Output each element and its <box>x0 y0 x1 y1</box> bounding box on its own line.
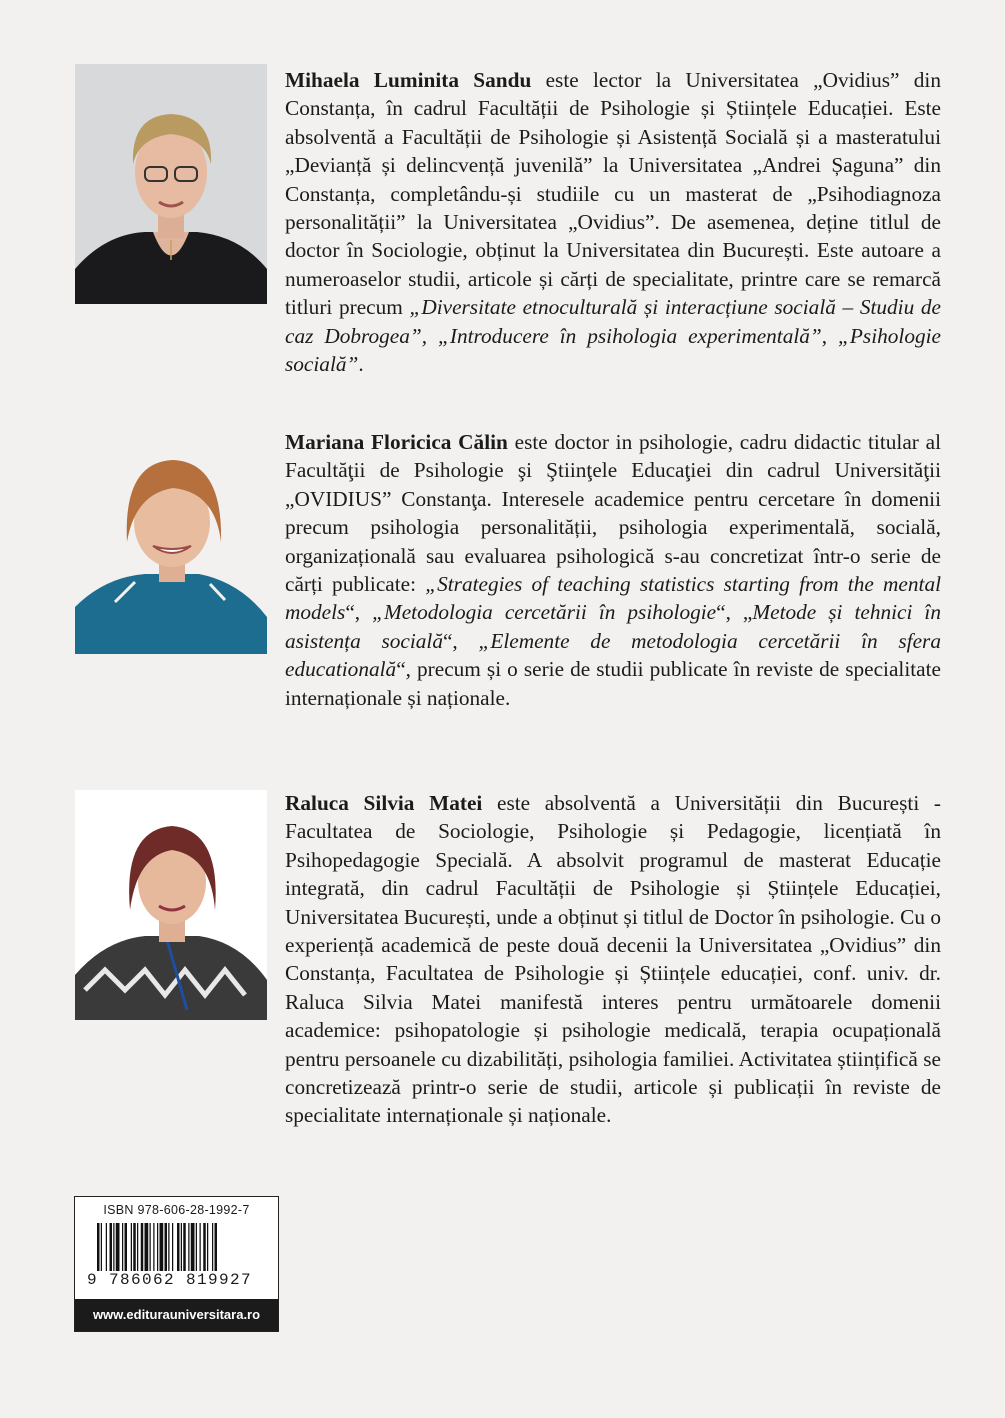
bio-text: este absolventă a Universității din București - Facultatea de Sociologie, Psihologie și Pedagogie, licențiată în Psihopedagogie Specială. A absolvit programul de masterat Educație integrată, din cadrul Facultății de Psihologie și Științele Educației, Universitatea București, unde a obținut și titlul de Doctor în psihologie. Cu o experiență academică de peste două decenii la Universitatea „Ovidius” din Constanța, Facultatea de Psihologie și Științele educației, conf. univ. dr. Raluca Silvia Matei manifestă interes pentru următoarele domenii academice: psihopatologie și psihologie medicală, terapia ocupațională pentru persoanele cu dizabilități, psihologia familiei. Activitatea științifică se concretizează printr-o serie de studii, articole și publicații în reviste de specialitate internaționale și naționale. <box>285 791 941 1128</box>
barcode-icon <box>97 1223 257 1273</box>
bio-text: „Strategies of teaching statistics starting from the mental models <box>285 572 942 625</box>
author-name: Mariana Floricica Călin <box>285 430 508 454</box>
bio-text: “, precum și o serie de studii publicate în reviste de specialitate internaționale și naționale. <box>285 657 941 710</box>
bio-text: este lector la Universitatea „Ovidius” din Constanța, în cadrul Facultății de Psihologie și Științele Educației. Este absolventă a Facultății de Psihologie și Asistență Socială și a masteratului „Devianță și delincvență juvenilă” la Universitatea „Andrei Șaguna” din Constanța, completându-și studiile cu un masterat de „Psihodiagnoza personalității” la Universitatea „Ovidius”. De asemenea, deține titlul de doctor în Sociologie, obținut la Universitatea din București. Este autoare a numeroaselor studii, articole și cărți de specialitate, printre care se remarcă titluri precum <box>285 68 941 320</box>
author-bio <box>285 428 941 712</box>
bio-text: „Psihologie socială” <box>285 323 941 377</box>
bio-text: , <box>821 323 839 348</box>
bio-text: este doctor in psihologie, cadru didactic titular al Facultăţii de Psihologie şi Ştiinţele Educaţiei din cadrul Universităţii „OVIDIUS” Constanţa. Interesele academice pentru cercetare în domenii precum psihologia personalității, psihologia experimentală, socială, organizațională sau evaluarea psihologică s-au concretizat într-o serie de cărți publicate: <box>285 430 941 597</box>
bio-text: „Metodologia cercetării în psihologie <box>372 600 717 625</box>
bio-text: “, <box>345 600 373 625</box>
author-photo-matei <box>75 790 267 1020</box>
author-bio <box>285 789 941 1130</box>
barcode-digits: 9 786062 819927 <box>87 1271 253 1289</box>
isbn-barcode-block <box>74 1196 279 1332</box>
author-name: Raluca Silvia Matei <box>285 791 483 815</box>
author-photo-calin <box>75 432 267 654</box>
bio-text: Metode și tehnici în asistența socială <box>285 600 941 653</box>
author-photo-sandu <box>75 64 267 304</box>
bio-text: . <box>358 352 364 377</box>
bio-text: “, <box>442 628 479 653</box>
isbn-label: ISBN 978-606-28-1992-7 <box>103 1203 250 1217</box>
bio-text: „Elemente de metodologia cercetării în sfera educatională <box>285 628 941 682</box>
bio-text: „Diversitate etnoculturală și interacțiune socială – Studiu de caz Dobrogea”, „Introducere în psihologia experimentală” <box>285 295 941 348</box>
publisher-website: www.editurauniversitara.ro <box>75 1299 278 1331</box>
bio-text: “, „ <box>716 600 753 625</box>
author-bio <box>285 66 941 378</box>
author-name: Mihaela Luminita Sandu <box>285 68 532 92</box>
